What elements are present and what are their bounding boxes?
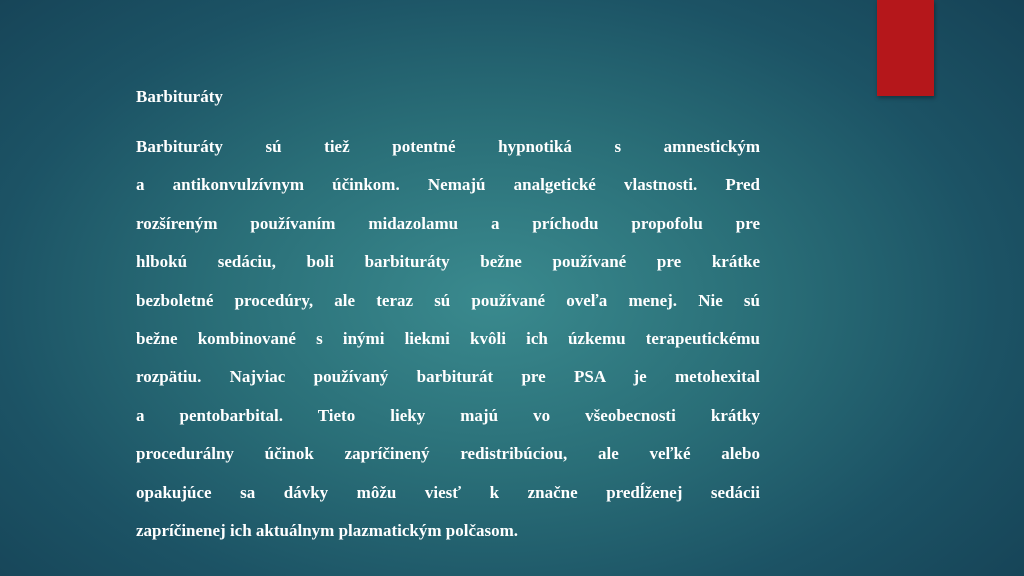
body-line: bezboletné procedúry, ale teraz sú používané oveľa menej. Nie sú: [136, 290, 760, 310]
body-line: rozšíreným používaním midazolamu a príchodu propofolu pre: [136, 213, 760, 233]
body-line: opakujúce sa dávky môžu viesť k značne predĺženej sedácii: [136, 482, 760, 502]
body-line: a pentobarbital. Tieto lieky majú vo všeobecnosti krátky: [136, 405, 760, 425]
body-line: a antikonvulzívnym účinkom. Nemajú analgetické vlastnosti. Pred: [136, 175, 760, 195]
body-line: hlbokú sedáciu, boli barbituráty bežne používané pre krátke: [136, 252, 760, 272]
accent-bar: [877, 0, 934, 96]
body-line: rozpätiu. Najviac používaný barbiturát pre PSA je metohexital: [136, 367, 760, 387]
body-line: procedurálny účinok zapríčinený redistribúciou, ale veľké alebo: [136, 444, 760, 464]
body-line: bežne kombinované s inými liekmi kvôli ich úzkemu terapeutickému: [136, 328, 760, 348]
slide-title: Barbituráty: [136, 87, 223, 106]
slide-body: [136, 133, 760, 555]
body-line: Barbituráty sú tiež potentné hypnotiká s amnestickým: [136, 137, 760, 156]
body-line-last: zapríčinenej ich aktuálnym plazmatickým polčasom.: [136, 520, 519, 540]
